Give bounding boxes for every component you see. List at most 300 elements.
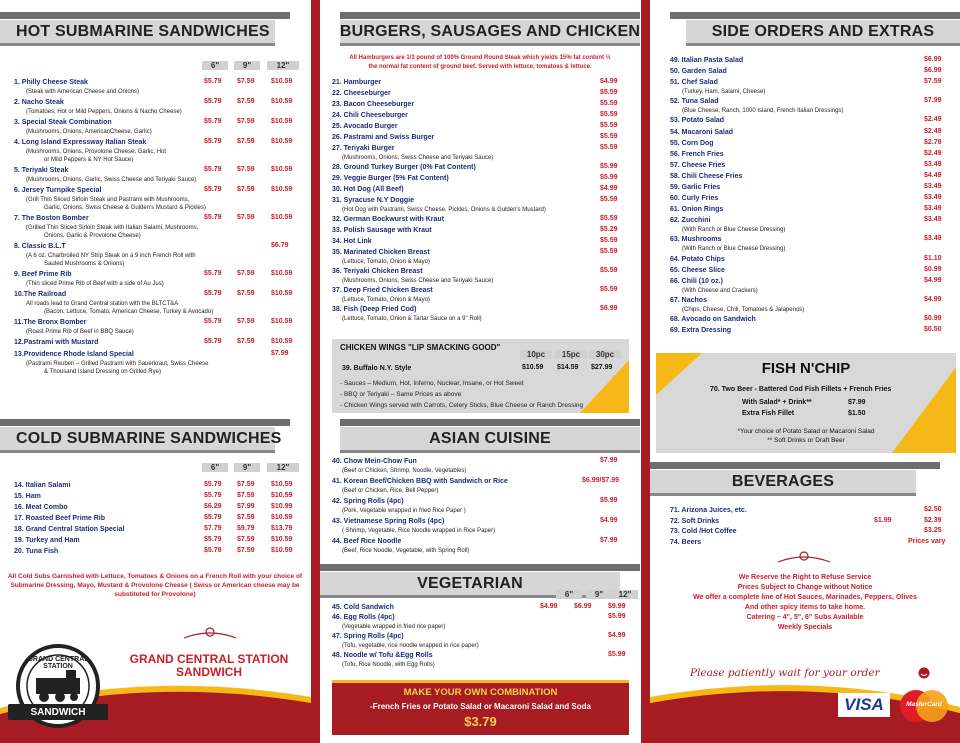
item-name: 55. Corn Dog [670, 139, 714, 147]
menu-item [332, 133, 434, 143]
item-price: $5.79 [204, 186, 222, 193]
item-price: $1.99 [874, 516, 892, 524]
item-desc: (Lettuce, Tomato, Onion & Tartar Sauce on a 9" Roll) [342, 316, 482, 322]
item-name: 51. Chef Salad [670, 79, 718, 87]
fish-line1: 70. Two Beer - Battered Cod Fish Fillets + French Fries [710, 386, 892, 393]
cold-note-line: All Cold Subs Garnished with Lettuce, Tomatoes & Onions on a French Roll with your choice of [7, 573, 303, 580]
item-desc: Sauted Mushrooms & Onions) [44, 261, 125, 267]
item-price: $3.49 [924, 194, 942, 202]
wings-size-15: 15pc [555, 350, 587, 359]
menu-item [14, 138, 146, 148]
item-price: $6.99 [924, 56, 942, 63]
item-price: $5.79 [204, 290, 222, 297]
menu-item [14, 186, 101, 196]
policy-line: Prices Subject to Change without Notice [737, 584, 873, 591]
combo-box [332, 680, 629, 735]
item-name: 65. Cheese Slice [670, 266, 725, 274]
item-price: $4.99 [600, 517, 618, 524]
menu-item [14, 270, 72, 280]
item-price: $5.79 [204, 78, 222, 85]
wings-item [342, 364, 411, 374]
item-name: 23. Bacon Cheeseburger [332, 101, 415, 108]
item-name: 61. Onion Rings [670, 206, 724, 214]
menu-item [670, 538, 701, 548]
sides-topbar [670, 12, 960, 19]
item-price: $6.29 [204, 503, 222, 510]
sides-header [686, 20, 960, 46]
item-price: $9.79 [237, 525, 255, 532]
item-price: $6.99 [600, 305, 618, 312]
menu-item [670, 78, 718, 88]
mastercard-text: MasterCard [906, 701, 942, 708]
item-price: $7.79 [204, 525, 222, 532]
item-name: 24. Chili Cheeseburger [332, 112, 408, 119]
veg-title: VEGETARIAN [417, 574, 523, 592]
menu-item [14, 492, 41, 502]
item-desc: Garlic, Onions, Swiss Cheese & Gulden's Mustard & Pickles) [44, 205, 206, 211]
menu-item [332, 603, 394, 613]
item-name: 28. Ground Turkey Burger (0% Fat Content) [332, 164, 476, 171]
menu-item [14, 318, 86, 328]
wings-title [340, 343, 500, 353]
item-name: 14. Italian Salami [14, 482, 71, 489]
menu-item [332, 174, 449, 184]
wings-note: - Chicken Wings served with Carrots, Celery Sticks, Blue Cheese or Ranch Dressing [340, 402, 584, 409]
wings-price-10: $10.59 [522, 364, 544, 371]
item-desc: (Steak with American Cheese and Onions) [26, 89, 140, 95]
cold-note [4, 572, 306, 599]
item-name: 49. Italian Pasta Salad [670, 57, 744, 64]
item-price: $4.99 [600, 78, 618, 85]
menu-item [14, 503, 68, 513]
middle-panel [320, 0, 640, 743]
item-price: $3.49 [924, 183, 942, 190]
item-price: $5.79 [204, 338, 222, 345]
item-name: 13.Providence Rhode Island Special [14, 351, 134, 358]
fish-extra: Extra Fish Fillet [742, 410, 795, 417]
item-desc: (Lettuce, Tomato, Onion & Mayo) [342, 297, 430, 303]
burgers-title: BURGERS, SAUSAGES AND CHICKEN [339, 22, 640, 40]
item-name: 42. Spring Rolls (4pc) [332, 498, 404, 505]
item-price: $5.59 [600, 215, 618, 222]
menu-item [332, 78, 381, 88]
menu-item [670, 255, 725, 265]
item-price: $2.50 [924, 506, 942, 513]
item-price: $5.59 [600, 237, 618, 244]
item-price: $5.29 [600, 226, 618, 233]
menu-item [332, 215, 444, 225]
burgers-note-line: All Hamburgers are 1/3 pound of 100% Ground Round Steak which yields 15% fat content ½ [349, 55, 611, 61]
cold-size-12: 12" [267, 463, 299, 472]
item-name: 29. Veggie Burger (5% Fat Content) [332, 175, 449, 182]
item-price: $2.49 [924, 149, 942, 157]
item-price: $6.99 [924, 67, 942, 75]
menu-item [332, 613, 395, 623]
menu-item [332, 517, 444, 527]
item-desc: (With Ranch or Blue Cheese Dressing) [682, 227, 786, 234]
item-desc: (A 6 oz. Charbroiled NY Strip Steak on a 9 inch French Roll with [26, 253, 196, 259]
item-price: $0.50 [924, 326, 942, 333]
item-desc: (Mushrooms, Onions, Garlic, Swiss Cheese and Teriyaki Sauce) [26, 177, 197, 183]
item-price: $10.59 [271, 98, 293, 105]
item-price: $5.79 [204, 214, 222, 221]
item-price: $7.59 [237, 318, 255, 325]
item-name: 48. Noodle w/ Tofu &Egg Rolls [332, 652, 433, 659]
menu-item [332, 226, 432, 236]
item-desc: Onions, Garlic & Provolone Cheese) [44, 233, 141, 239]
item-desc: (Beef or Chicken, Shrimp, Noodle, Vegetables) [342, 468, 467, 474]
item-name: 1. Philly Cheese Steak [14, 79, 88, 86]
item-desc: (Mushrooms, Onions, Provolone Cheese, Garlic, Hot [26, 149, 167, 155]
item-price: $7.99 [271, 350, 289, 357]
item-price: $6.99/$7.99 [582, 477, 619, 484]
item-name: 8. Classic B.L.T [14, 243, 66, 250]
item-price: $10.59 [271, 492, 293, 499]
veg-size-12: 12" [612, 590, 638, 599]
item-price: $5.79 [204, 547, 222, 554]
item-price: $5.79 [204, 118, 222, 125]
menu-item [332, 196, 414, 206]
item-price: $5.79 [204, 138, 222, 145]
item-desc: (Grill Thin Sliced Sirloin Steak and Pastrami with Mushrooms, [26, 197, 190, 203]
item-price: $7.59 [237, 98, 255, 105]
item-name: 40. Chow Mein-Chow Fun [332, 458, 417, 465]
item-price: $7.59 [237, 536, 255, 543]
item-price: $7.59 [237, 166, 255, 173]
combo-price: $3.79 [464, 714, 497, 729]
menu-item [332, 237, 372, 247]
item-desc: (Tofu, vegetable, rice noodle wrapped in rice paper) [342, 643, 479, 649]
item-price: $7.59 [237, 214, 255, 221]
menu-item [332, 248, 430, 258]
menu-item [332, 305, 416, 315]
item-price: $5.59 [600, 133, 618, 140]
item-price: $5.79 [204, 481, 222, 488]
item-desc: All roads lead to Grand Central station with the BLTCT&A [26, 301, 179, 307]
menu-item [670, 56, 743, 66]
fish-title: FISH N'CHIP [761, 360, 851, 377]
menu-item [14, 547, 58, 557]
menu-item [670, 172, 742, 182]
wings-note: - BBQ or Teriyaki – Same Prices as above [340, 391, 462, 398]
brand-line-1: GRAND CENTRAL STATION [129, 652, 289, 666]
item-price: $13.79 [271, 525, 293, 532]
station-logo [4, 642, 112, 732]
item-price: $5.59 [600, 267, 618, 274]
item-price: $0.99 [924, 265, 942, 273]
item-price: $10.99 [271, 503, 293, 510]
item-price: $5.79 [204, 270, 222, 277]
item-price: $7.99 [600, 537, 618, 544]
item-price: $10.59 [271, 290, 293, 297]
item-price: $6.79 [271, 242, 289, 249]
burgers-topbar [340, 12, 640, 19]
menu-item [670, 97, 719, 107]
item-price: $7.99 [237, 503, 255, 510]
menu-item [332, 163, 476, 173]
menu-item [670, 326, 731, 336]
menu-item [332, 122, 398, 132]
cold-note-line: substituted for Provolone) [114, 591, 196, 598]
item-desc: (Beef or Chicken, Rice, Bell Pepper) [342, 488, 439, 494]
menu-item [14, 338, 98, 348]
veg-topbar [320, 564, 640, 571]
menu-item [670, 139, 714, 149]
item-price: $10.59 [271, 186, 293, 193]
ornament-icon [774, 548, 834, 570]
wings-price-30: $27.99 [591, 364, 613, 371]
item-name: 31. Syracuse N.Y Doggie [332, 197, 414, 204]
menu-item [670, 128, 733, 138]
menu-item [332, 267, 423, 277]
item-name: 7. The Boston Bomber [14, 215, 89, 222]
item-name: 30. Hot Dog (All Beef) [332, 186, 404, 193]
policy-line: Catering – 4", 5", 6" Subs Available [746, 614, 864, 621]
item-price: $10.59 [271, 214, 293, 221]
item-price: $7.59 [237, 481, 255, 488]
item-price: $2.49 [924, 127, 942, 135]
item-price: $5.99 [600, 174, 618, 181]
item-price: $10.59 [271, 166, 293, 173]
item-name: 17. Roasted Beef Prime Rib [14, 515, 106, 522]
item-name: 27. Teriyaki Burger [332, 145, 395, 152]
item-desc: (Pastrami Reuben – Grilled Pastrami with Sauerkraut, Swiss Cheese [26, 361, 209, 367]
item-name: 9. Beef Prime Rib [14, 271, 72, 278]
cold-topbar [0, 419, 290, 426]
item-price: $10.59 [271, 138, 293, 145]
item-name: 71. Arizona Juices, etc. [670, 507, 747, 514]
item-desc: (Mushrooms, Onions, AmericanCheese, Garlic) [26, 129, 152, 135]
item-name: 12.Pastrami with Mustard [14, 339, 99, 346]
menu-item [332, 185, 404, 195]
item-desc: (Blue Cheese, Ranch, 1000 Island, French Italian Dressings) [682, 108, 844, 115]
menu-item [332, 497, 404, 507]
menu-item [670, 116, 724, 126]
menu-item [14, 481, 70, 491]
divider-right [641, 0, 650, 743]
wings-size-10: 10pc [520, 350, 552, 359]
item-name: 18. Grand Central Station Special [14, 526, 125, 533]
item-desc: & Thousand Island Dressing on Grilled Rye) [44, 369, 161, 375]
item-name: 25. Avocado Burger [332, 123, 398, 130]
item-price: $3.49 [924, 235, 942, 243]
menu-item [14, 118, 112, 128]
burgers-header [340, 20, 640, 46]
item-price: $3.49 [924, 205, 942, 213]
item-price: $2.49 [924, 116, 942, 124]
menu-item [14, 536, 80, 546]
item-price: $10.59 [271, 318, 293, 325]
item-desc: (Tofu, Rice Noodle, with Egg Rolls) [342, 662, 435, 668]
menu-item [332, 457, 417, 467]
wings-item-name: 39. Buffalo N.Y. Style [342, 365, 412, 372]
item-name: 57. Cheese Fries [670, 161, 726, 169]
size-6: 6" [202, 61, 228, 70]
combo-desc: -French Fries or Potato Salad or Macaroni Salad and Soda [370, 702, 591, 711]
brand-line-2: SANDWICH [176, 665, 242, 679]
item-desc: (Bacon, Lettuce, Tomato, American Cheese, Turkey & Avocado) [44, 309, 214, 315]
item-price: $0.99 [924, 314, 942, 322]
fish-note2: ** Soft Drinks or Draft Beer [767, 437, 845, 444]
item-name: 73. Cold /Hot Coffee [670, 528, 737, 535]
bev-header [650, 470, 916, 496]
item-desc: (Grilled Thin Sliced Sirloin Steak with Italian Salami, Mushrooms, [26, 225, 199, 231]
item-price: $7.59 [237, 118, 255, 125]
burgers-note-line: the normal fat content of ground beef. Served with lettuce, tomatoes & lettuce. [368, 64, 592, 70]
item-price: $1.10 [924, 254, 942, 262]
menu-item [14, 242, 66, 252]
cold-subs-title: COLD SUBMARINE SANDWICHES [16, 429, 282, 447]
item-name: 50. Garden Salad [670, 68, 727, 76]
item-price: $7.59 [924, 78, 942, 86]
item-price: $4.49 [924, 171, 942, 179]
menu-item [670, 506, 747, 516]
visa-logo: VISA [838, 693, 890, 717]
wings-note: - Sauces – Medium, Hot, Inferno, Nuclear, Insane, or Hot Sweet [340, 380, 524, 387]
item-price: $5.99 [600, 163, 618, 170]
policy-line: We Reserve the Right to Refuse Service [738, 574, 872, 581]
item-desc: (Vegetable wrapped in fried rice paper) [342, 624, 446, 630]
menu-item [670, 517, 719, 527]
asian-header [340, 427, 640, 453]
item-price: $7.59 [237, 78, 255, 85]
item-name: 67. Nachos [670, 296, 707, 304]
item-name: 36. Teriyaki Chicken Breast [332, 268, 423, 275]
item-name: 62. Zucchini [670, 217, 711, 225]
item-name: 72. Soft Drinks [670, 517, 720, 525]
bev-topbar [650, 462, 940, 469]
item-price: $7.59 [237, 270, 255, 277]
item-name: 5. Teriyaki Steak [14, 167, 69, 174]
item-price: Prices vary [908, 537, 946, 545]
item-price: $5.59 [600, 122, 618, 129]
fish-with-salad-price: $7.99 [848, 399, 866, 406]
item-price: $10.59 [271, 514, 293, 521]
item-price: $7.99 [600, 457, 618, 464]
item-desc: or Mild Peppers & NY Hot Sauce) [44, 157, 134, 163]
item-desc: (Thin sliced Prime Rib of Beef with a side of Au Jus) [26, 281, 164, 287]
item-price: $7.59 [237, 514, 255, 521]
menu-item [670, 205, 723, 215]
item-name: 56. French Fries [670, 150, 724, 158]
item-name: 22. Cheeseburger [332, 90, 391, 97]
menu-item [332, 632, 404, 642]
item-price: $2.39 [924, 516, 942, 524]
item-price: $5.79 [204, 492, 222, 499]
asian-topbar [340, 419, 640, 426]
item-name: 47. Spring Rolls (4pc) [332, 633, 404, 640]
item-name: 19. Turkey and Ham [14, 537, 80, 544]
item-name: 38. Fish (Deep Fried Cod) [332, 306, 417, 313]
item-desc: ( Shrimp, Vegetable, Rice Noodle wrapped in Rice Paper) [342, 528, 496, 534]
menu-item [14, 525, 124, 535]
item-desc: (Pork, Vegetable wrapped in fried Rice Paper ) [342, 508, 466, 514]
veg-size-6: 6" [556, 590, 582, 599]
menu-item [332, 477, 508, 487]
item-name: 20. Tuna Fish [14, 548, 59, 555]
item-price: $2.79 [924, 138, 942, 146]
item-price: $10.59 [271, 118, 293, 125]
item-price: $7.99 [924, 97, 942, 105]
item-price: $10.59 [271, 78, 293, 85]
item-price: $10.59 [271, 270, 293, 277]
item-price: $7.59 [237, 492, 255, 499]
item-price: $7.59 [237, 138, 255, 145]
item-price: $5.99 [600, 497, 618, 504]
menu-item [332, 286, 433, 296]
menu-item [332, 100, 414, 110]
item-price: $5.59 [600, 286, 618, 293]
item-name: 2. Nacho Steak [14, 99, 64, 106]
item-price: $4.99 [608, 632, 626, 639]
fish-note1: *Your choice of Potato Salad or Macaroni Salad [737, 428, 875, 435]
fish-with-salad: With Salad* + Drink** [742, 399, 812, 406]
hot-subs-title: HOT SUBMARINE SANDWICHES [16, 22, 270, 40]
item-name: 15. Ham [14, 493, 41, 500]
item-price: $5.59 [600, 248, 618, 255]
item-name: 32. German Bockwurst with Kraut [332, 216, 445, 223]
wings-price-15: $14.59 [557, 364, 579, 371]
size-12: 12" [267, 61, 299, 70]
item-price: $6.99 [574, 603, 592, 610]
item-name: 54. Macaroni Salad [670, 128, 734, 136]
item-price: $5.79 [204, 98, 222, 105]
item-price: $5.79 [204, 514, 222, 521]
item-name: 35. Marinated Chicken Breast [332, 249, 430, 256]
item-name: 74. Beers [670, 538, 702, 546]
item-name: 10.The Railroad [14, 291, 67, 298]
logo-ring-text: GRAND CENTRAL STATION [27, 656, 89, 670]
item-price: $5.99 [608, 613, 626, 620]
item-desc: (Lettuce, Tomato, Onion & Mayo) [342, 259, 430, 265]
item-name: 41. Korean Beef/Chicken BBQ with Sandwich or Rice [332, 478, 508, 485]
item-desc: (With Ranch or Blue Cheese Dressing) [682, 246, 786, 253]
item-name: 59. Garlic Fries [670, 184, 721, 191]
item-name: 6. Jersey Turnpike Special [14, 187, 102, 194]
item-price: $10.59 [271, 338, 293, 345]
menu-item [670, 266, 725, 276]
left-panel [0, 0, 311, 743]
mastercard-logo [898, 688, 950, 724]
menu-item [332, 111, 408, 121]
item-desc: (With Cheese and Crackers) [682, 287, 758, 294]
menu-item [332, 537, 401, 547]
menu-item [14, 290, 66, 300]
menu-item [14, 350, 134, 360]
item-price: $4.99 [540, 603, 558, 610]
item-name: 33. Polish Sausage with Kraut [332, 227, 432, 234]
item-price: $5.79 [204, 536, 222, 543]
item-desc: (Beef, Rice Noodle, Vegetable, with Spring Roll) [342, 548, 470, 554]
item-desc: (Mushrooms, Onions, Swiss Cheese and Teriyaki Sauce) [342, 278, 494, 284]
menu-item [670, 183, 720, 193]
policies [654, 573, 956, 633]
item-price: $7.59 [237, 338, 255, 345]
menu-item [14, 214, 89, 224]
item-name: 26. Pastrami and Swiss Burger [332, 134, 435, 141]
item-price: $4.99 [924, 276, 942, 284]
bev-title: BEVERAGES [731, 472, 835, 490]
menu-item [670, 216, 710, 226]
fish-extra-price: $1.50 [848, 410, 866, 417]
item-name: 68. Avocado on Sandwich [670, 315, 756, 323]
item-price: $3.49 [924, 216, 942, 224]
brand-name [114, 653, 304, 679]
header-topbar [0, 12, 290, 19]
item-name: 21. Hamburger [332, 79, 382, 86]
item-desc: (Chips, Cheese, Chili, Tomatoes & Jalapenos) [682, 306, 805, 313]
item-name: 16. Meat Combo [14, 504, 68, 511]
